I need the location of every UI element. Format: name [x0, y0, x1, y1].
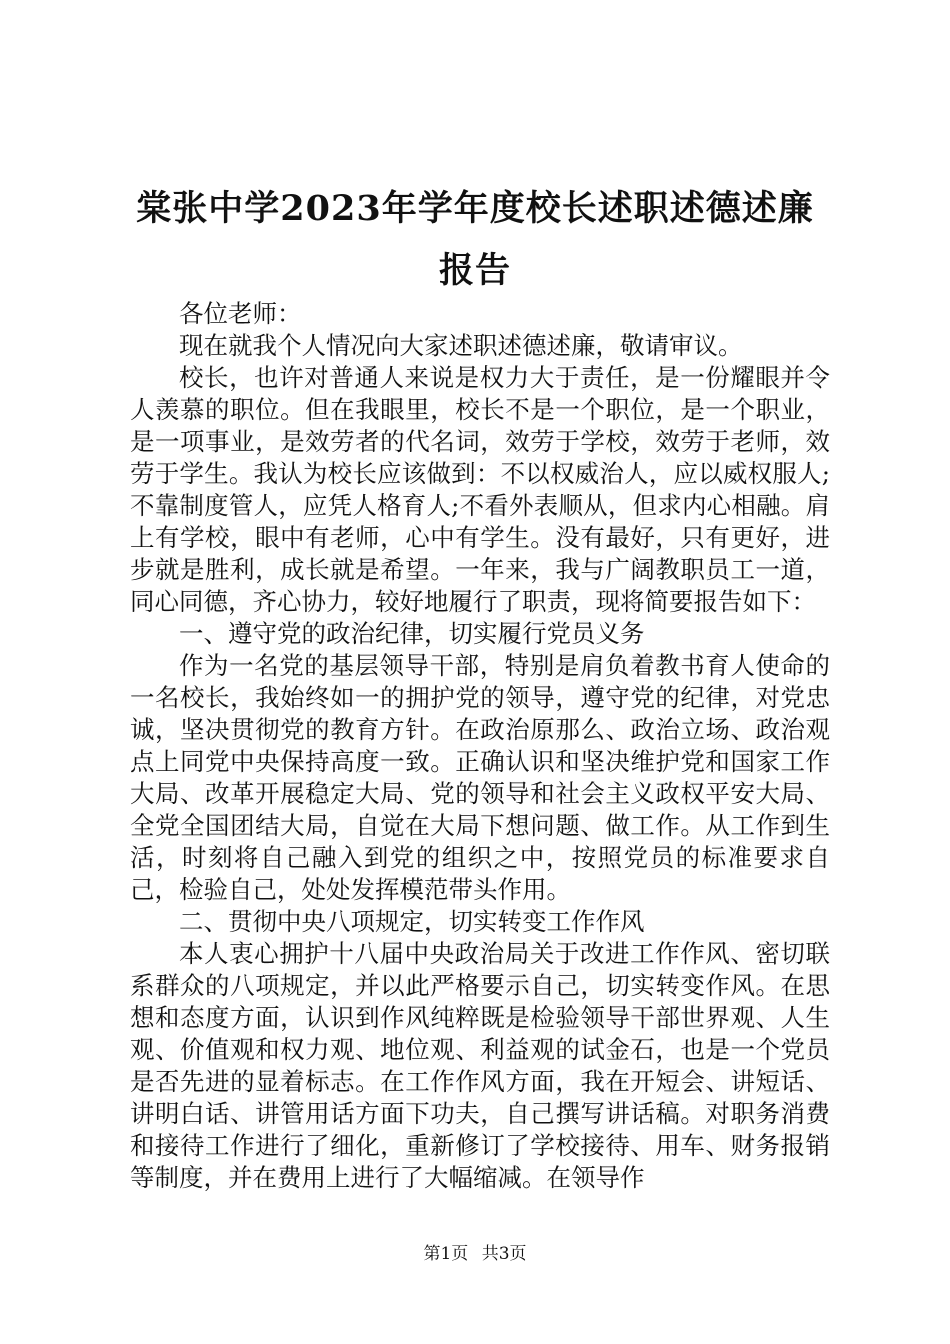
document-title: 棠张中学2023年学年度校长述职述德述廉报告	[136, 188, 814, 291]
page-total: 共3页	[481, 1244, 527, 1264]
intro-paragraph: 现在就我个人情况向大家述职述德述廉，敬请审议。	[179, 331, 743, 360]
section-heading-2: 二、贯彻中央八项规定，切实转变工作作风	[179, 907, 645, 936]
body-paragraph: 作为一名党的基层领导干部，特别是肩负着教书育人使命的一名校长，我始终如一的拥护党的领导，遵守党的纪律，对党忠诚，坚决贯彻党的教育方针。在政治原那么、政治立场、政治观点上同党中央保持高度一致。正确认识和坚决维护党和国家工作大局、改革开展稳定大局、党的领导和社会主义政权平安大局、全党全国团结大局，自觉在大局下想问题、做工作。从工作到生活，时刻将自己融入到党的组织之中，按照党员的标准要求自己，检验自己，处处发挥模范带头作用。	[130, 651, 830, 904]
salutation: 各位老师：	[179, 299, 302, 328]
page-number: 第1页	[423, 1244, 469, 1264]
section-heading-1: 一、遵守党的政治纪律，切实履行党员义务	[179, 619, 645, 648]
page-footer	[0, 1242, 950, 1266]
body-paragraph: 本人衷心拥护十八届中央政治局关于改进工作作风、密切联系群众的八项规定，并以此严格要示自己，切实转变作风。在思想和态度方面，认识到作风纯粹既是检验领导干部世界观、人生观、价值观和权力观、地位观、利益观的试金石，也是一个党员是否先进的显着标志。在工作作风方面，我在开短会、讲短话、讲明白话、讲管用话方面下功夫，自己撰写讲话稿。对职务消费和接待工作进行了细化，重新修订了学校接待、用车、财务报销等制度，并在费用上进行了大幅缩减。在领导作	[130, 939, 830, 1192]
body-paragraph: 校长，也许对普通人来说是权力大于责任，是一份耀眼并令人羡慕的职位。但在我眼里，校长不是一个职位，是一个职业，是一项事业，是效劳者的代名词，效劳于学校，效劳于老师，效劳于学生。我认为校长应该做到：不以权威治人，应以威权服人;不靠制度管人，应凭人格育人;不看外表顺从，但求内心相融。肩上有学校，眼中有老师，心中有学生。没有最好，只有更好，进步就是胜利，成长就是希望。一年来，我与广阔教职员工一道，同心同德，齐心协力，较好地履行了职责，现将简要报告如下：	[130, 363, 830, 616]
document-body	[130, 298, 830, 1194]
